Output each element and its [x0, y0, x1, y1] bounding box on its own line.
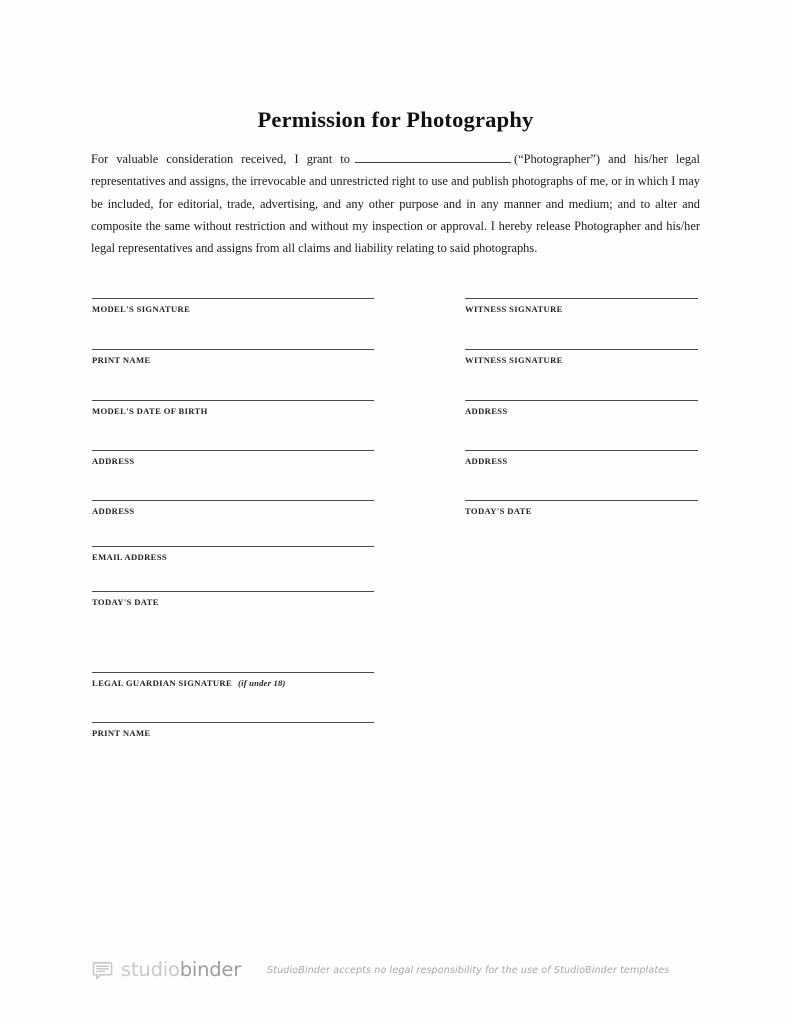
footer-disclaimer: StudioBinder accepts no legal responsibility for the use of StudioBinder templates — [267, 964, 670, 976]
field-label: PRINT NAME — [92, 728, 151, 738]
signature-rule[interactable] — [92, 546, 374, 547]
field-witness-address-1[interactable] — [465, 400, 698, 416]
field-label: WITNESS SIGNATURE — [465, 355, 563, 365]
paragraph-text-after-blank: (“Photographer”) and his/her legal representatives and assigns, the irrevocable and unrestricted right to use and publish photographs of me, or in which I may be included, for editorial, trade, advertising, and any other purpose and in any manner and medium; and to alter and composite the same without restriction and without my inspection or approval. I hereby release Photographer and his/her legal representatives and assigns from all claims and liability relating to said photographs. — [91, 152, 700, 256]
signature-rule[interactable] — [92, 349, 374, 350]
brand-word-binder: binder — [179, 958, 242, 982]
signature-rule[interactable] — [465, 298, 698, 299]
field-label: TODAY'S DATE — [92, 597, 159, 607]
studiobinder-logo[interactable] — [92, 960, 241, 981]
signature-rule[interactable] — [92, 500, 374, 501]
paragraph-text-before-blank: For valuable consideration received, I grant to — [91, 152, 350, 166]
field-guardian-print-name[interactable] — [92, 722, 374, 738]
signature-rule[interactable] — [465, 349, 698, 350]
page-title: Permission for Photography — [257, 107, 534, 133]
signature-rule[interactable] — [465, 450, 698, 451]
brand-wordmark — [121, 960, 241, 980]
field-label-note: (if under 18) — [238, 678, 286, 688]
signature-rule[interactable] — [92, 672, 374, 673]
signature-rule[interactable] — [92, 298, 374, 299]
field-todays-date-right[interactable] — [465, 500, 698, 516]
field-print-name[interactable] — [92, 349, 374, 365]
field-address-1[interactable] — [92, 450, 374, 466]
field-label — [92, 678, 374, 688]
signature-rule[interactable] — [92, 400, 374, 401]
signature-rule[interactable] — [92, 722, 374, 723]
field-witness-signature-2[interactable] — [465, 349, 698, 365]
field-todays-date-left[interactable] — [92, 591, 374, 607]
signature-rule[interactable] — [465, 500, 698, 501]
speech-bubble-icon — [92, 960, 113, 981]
field-models-date-of-birth[interactable] — [92, 400, 374, 416]
field-email-address[interactable] — [92, 546, 374, 562]
field-label: MODEL'S DATE OF BIRTH — [92, 406, 208, 416]
field-models-signature[interactable] — [92, 298, 374, 314]
footer — [92, 955, 712, 985]
field-label-main: LEGAL GUARDIAN SIGNATURE — [92, 678, 233, 688]
field-label: ADDRESS — [465, 456, 508, 466]
field-label: ADDRESS — [92, 506, 135, 516]
field-witness-address-2[interactable] — [465, 450, 698, 466]
field-label: PRINT NAME — [92, 355, 151, 365]
field-witness-signature-1[interactable] — [465, 298, 698, 314]
signature-rule[interactable] — [92, 450, 374, 451]
field-label: ADDRESS — [92, 456, 135, 466]
field-label: ADDRESS — [465, 406, 508, 416]
brand-word-studio: studio — [121, 958, 180, 982]
field-label: EMAIL ADDRESS — [92, 552, 167, 562]
signature-rule[interactable] — [465, 400, 698, 401]
field-legal-guardian-signature[interactable] — [92, 672, 374, 688]
field-label: WITNESS SIGNATURE — [465, 304, 563, 314]
field-address-2[interactable] — [92, 500, 374, 516]
field-label: TODAY'S DATE — [465, 506, 532, 516]
signature-rule[interactable] — [92, 591, 374, 592]
field-label: MODEL'S SIGNATURE — [92, 304, 191, 314]
